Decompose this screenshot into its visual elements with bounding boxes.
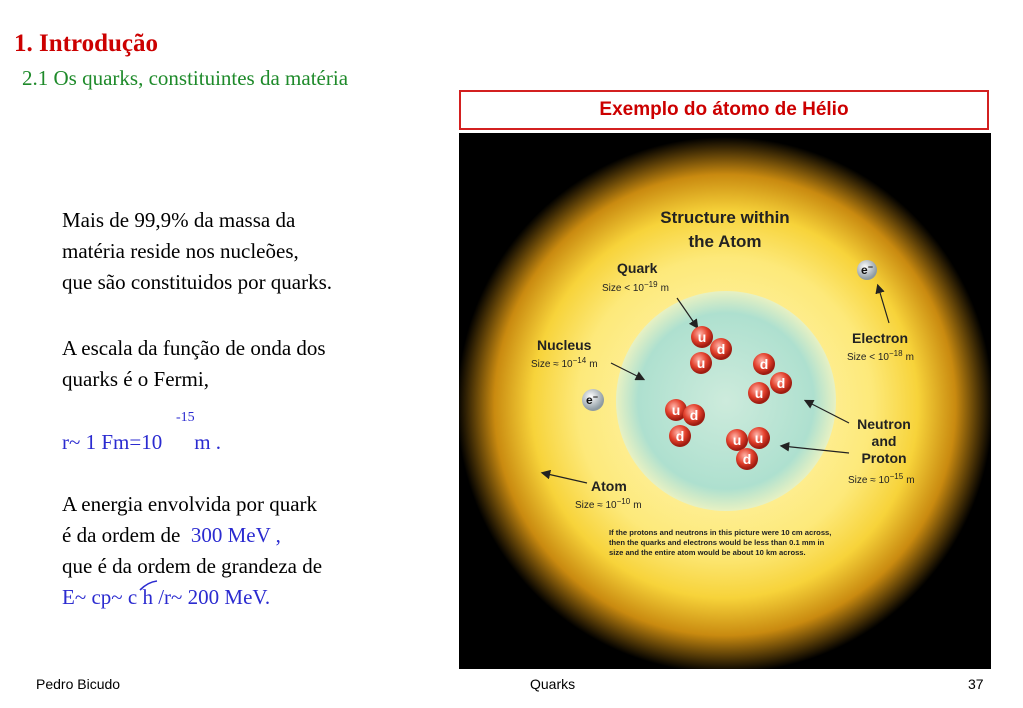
text-line: que é da ordem de grandeza de xyxy=(62,554,323,578)
label-electron: Electron xyxy=(852,330,909,346)
note-line-2: then the quarks and electrons would be less than 0.1 mm in xyxy=(609,538,825,547)
hbar-symbol: h xyxy=(142,585,153,609)
quark-letter: u xyxy=(671,402,681,418)
label-atom-size: Size ≈ $10^{-10}$ m xyxy=(575,497,642,511)
label-nucleus: Nucleus xyxy=(537,337,592,353)
label-nucleus-size: Size ≈ $10^{-14}$ m xyxy=(531,356,598,370)
formula-exponent: -15 xyxy=(176,410,195,425)
figure-caption: Exemplo do átomo de Hélio xyxy=(599,99,849,120)
quark-letter: u xyxy=(754,385,764,401)
footer-page-number: 37 xyxy=(968,676,984,692)
paragraph-mass xyxy=(62,205,332,298)
label-neutron: Neutron xyxy=(857,416,911,432)
nucleus-region xyxy=(616,291,836,511)
footer-topic: Quarks xyxy=(530,676,576,692)
text-line: Mais de 99,9% da massa da xyxy=(62,208,296,232)
paragraph-scale xyxy=(62,333,326,395)
formula-fermi xyxy=(62,427,221,458)
text-line: A escala da função de onda dos xyxy=(62,336,326,360)
quark-letter: u xyxy=(697,329,707,345)
quark-letter: d xyxy=(776,375,786,391)
slide-title: 1. Introdução xyxy=(14,30,159,57)
paragraph-energy xyxy=(62,489,322,613)
text-line: quarks é o Fermi, xyxy=(62,367,209,391)
formula-base: r~ 1 Fm=10 xyxy=(62,430,163,454)
electron-inner-label: e− xyxy=(586,392,598,407)
figure-caption-box xyxy=(459,90,989,130)
quark-letter: d xyxy=(689,407,699,423)
energy-value: 300 MeV , xyxy=(190,523,281,547)
quark-letter: u xyxy=(754,430,764,446)
text-line: é da ordem de 300 MeV , xyxy=(62,523,281,547)
quark-letter: d xyxy=(675,428,685,444)
note-line-1: If the protons and neutrons in this picture were 10 cm across, xyxy=(609,528,832,537)
note-line-3: size and the entire atom would be about 10 km across. xyxy=(609,548,806,557)
quark-letter: d xyxy=(759,356,769,372)
text-line: que são constituidos por quarks. xyxy=(62,270,333,294)
quark-letter: d xyxy=(716,341,726,357)
formula-unit: m . xyxy=(194,430,222,454)
atom-structure-figure xyxy=(459,133,991,669)
label-electron-size: Size < $10^{-18}$ m xyxy=(847,349,914,363)
text-line: A energia envolvida por quark xyxy=(62,492,318,516)
label-proton: Proton xyxy=(861,450,907,466)
figure-title-1: Structure within xyxy=(660,208,790,227)
footer-author: Pedro Bicudo xyxy=(36,676,121,692)
label-and: and xyxy=(871,433,897,449)
quark-letter: u xyxy=(696,355,706,371)
label-np-size: Size ≈ $10^{-15}$ m xyxy=(848,472,915,486)
quark-letter: u xyxy=(732,432,742,448)
label-quark-size: Size < $10^{-19}$ m xyxy=(602,280,669,294)
quark-letter: d xyxy=(742,451,752,467)
slide-subtitle: 2.1 Os quarks, constituintes da matéria xyxy=(22,66,349,90)
formula-energy: E~ cp~ c h /r~ 200 MeV. xyxy=(62,582,322,613)
label-quark: Quark xyxy=(617,260,658,276)
electron-top-label: e− xyxy=(861,262,873,277)
text-line: matéria reside nos nucleões, xyxy=(62,239,299,263)
hbar-bar-icon xyxy=(139,579,159,593)
label-atom: Atom xyxy=(591,478,627,494)
figure-title-2: the Atom xyxy=(688,232,762,251)
